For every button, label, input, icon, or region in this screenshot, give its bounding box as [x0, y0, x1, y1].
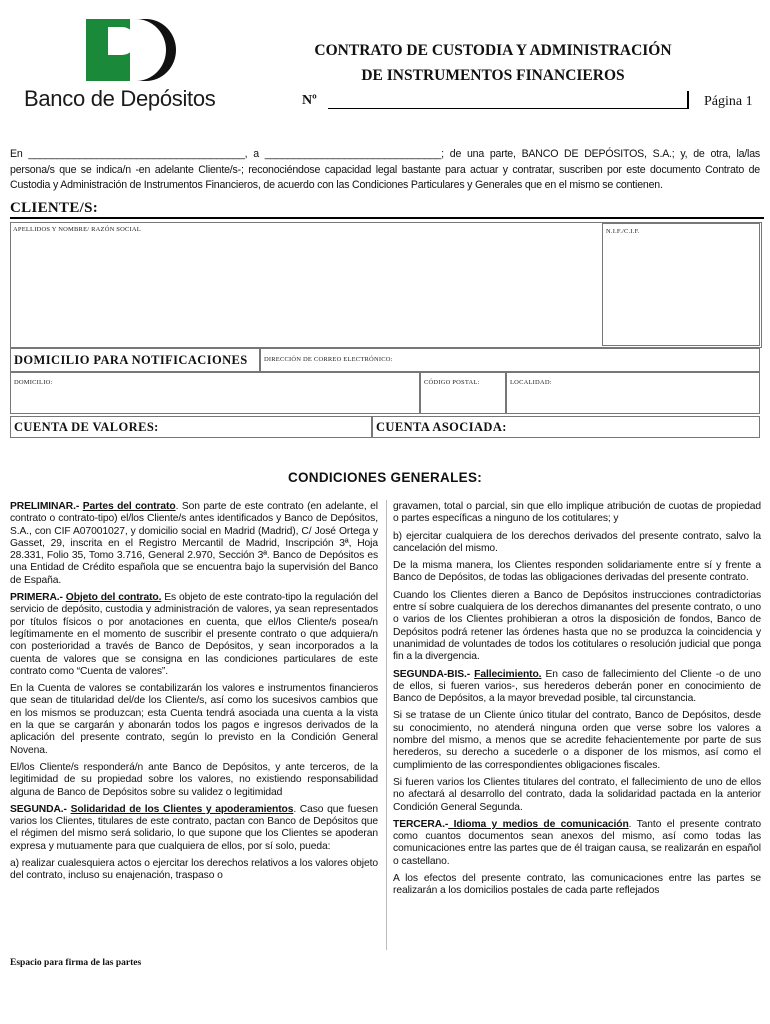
- clause-paragraph: Cuando los Clientes dieren a Banco de Depósitos instrucciones contradictorias entre sí sobre cualquiera de los derechos dimanantes del presente contrato, o uno o varios de los Clientes prohibieran a otros la disposición de fondos, Banco de Depósitos podrá retener las órdenes hasta que no se produzca la coincidencia y unanimidad de voluntades de todos los cotitulares o resolución judicial que ponga fin a la divergencia.: [393, 589, 761, 663]
- clause-paragraph: Si se tratase de un Cliente único titular del contrato, Banco de Depósitos, desde su conocimiento, no atenderá ninguna orden que verse sobre los valores a nombre del mismo, a menos que se acredite fehacientemente por parte de sus herederos, su derecho a sucederle o a disponer de los mismos, así como el cumplimiento de las correspondientes obligaciones fiscales.: [393, 710, 761, 771]
- document-title-line1: CONTRATO DE CUSTODIA Y ADMINISTRACIÓN: [314, 42, 672, 59]
- contract-number-end-mark: [687, 91, 689, 109]
- domicilio-heading-box: [10, 348, 260, 372]
- clause-primera: PRIMERA.- Objeto del contrato. Es objeto de este contrato-tipo la regulación del servicio de depósito, custodia y administración de valores, ya sean representados por títulos físicos o por anotaciones en cuenta, que el/los Cliente/s posea/n legítimamente en el momento de suscribir el presente contrato o que adquiera/n con posterioridad a través de Banco de Depósitos, y sean incorporados a la cuenta de valores que se consigna en las condiciones particulares de este contrato como “Cuenta de valores”.: [10, 592, 378, 677]
- conditions-left-column: [10, 501, 378, 888]
- clause-paragraph: A los efectos del presente contrato, las comunicaciones entre las partes se realizarán a los domicilios postales de cada parte reflejados: [393, 873, 761, 897]
- conditions-right-column: [393, 501, 761, 903]
- page-number: Página 1: [704, 94, 753, 109]
- clause-paragraph: a) realizar cualesquiera actos o ejercitar los derechos relativos a los valores objeto del contrato, incluso su enajenación, traspaso o: [10, 858, 378, 882]
- document-title-line2: DE INSTRUMENTOS FINANCIEROS: [361, 67, 625, 84]
- clause-paragraph: En la Cuenta de valores se contabilizarán los valores e instrumentos financieros que sean de titularidad del/de los Cliente/s, así como los sucesivos cambios que en los mismos se produzcan; esta Cuenta tendrá asociada una cuenta a la vista en la que se cargarán y abonarán todos los pagos e ingresos derivados de la aplicación del presente contrato, según lo previsto en la Condición General Novena.: [10, 683, 378, 756]
- clause-paragraph: El/los Cliente/s responderá/n ante Banco de Depósitos, y ante terceros, de la legitimidad de su propiedad sobre los valores, no existiendo responsabilidad alguna de Banco de Depósitos sobre su validez o legitimidad: [10, 761, 378, 798]
- cuenta-asociada-label: CUENTA ASOCIADA:: [376, 420, 507, 434]
- clause-paragraph: b) ejercitar cualquiera de los derechos derivados del presente contrato, salvo la cancelación del mismo.: [393, 530, 761, 554]
- clause-paragraph: gravamen, total o parcial, sin que ello implique atribución de cuotas de propiedad o partes específicas a ninguno de los cotitulares; y: [393, 501, 761, 525]
- bank-logo-text: Banco de Depósitos: [24, 86, 216, 111]
- nif-field-label: N.I.F./C.I.F.: [606, 228, 640, 235]
- cuenta-valores-field[interactable]: [10, 416, 372, 438]
- domicilio-field[interactable]: [10, 372, 420, 414]
- clientes-heading: CLIENTE/S:: [10, 200, 99, 216]
- contract-number-field[interactable]: [328, 108, 688, 109]
- clause-preliminar: PRELIMINAR.- Partes del contrato. Son parte de este contrato (en adelante, el contrato o contrato-tipo) el/los Cliente/s antes identificados y Banco de Depósitos, S.A., con CIF A07001027, y domicilio social en Madrid (Madrid), C/ José Ortega y Gasset, 29, inscrita en el Registro Mercantil de Madrid, Inscripción 3ª, Hoja 28.331, Folio 35, Tomo 3.716, General 2.970, Sección 3ª. Banco de Depósitos es una Entidad de Crédito española que se encuentra bajo la supervisión del Banco de España.: [10, 501, 378, 586]
- cuenta-valores-label: CUENTA DE VALORES:: [14, 420, 159, 434]
- localidad-field[interactable]: [506, 372, 760, 414]
- clause-paragraph: De la misma manera, los Clientes responden solidariamente entre sí y frente a Banco de Depósitos, de todas las obligaciones derivadas del presente contrato.: [393, 560, 761, 584]
- clause-paragraph: Si fueren varios los Clientes titulares del contrato, el fallecimiento de uno de ellos no afectará al desarrollo del contrato, dada la solidaridad pactada en la anterior Condición General Segunda.: [393, 776, 761, 813]
- nif-field[interactable]: [602, 223, 760, 346]
- cuenta-asociada-field[interactable]: [372, 416, 760, 438]
- clause-tercera: TERCERA.- Idioma y medios de comunicación. Tanto el presente contrato como cuantos documentos sean anexos del mismo, así como todas las comunicaciones entre las partes que de él traigan causa, se realizarán en español o castellano.: [393, 818, 761, 867]
- clause-segunda-bis: SEGUNDA-BIS.- Fallecimiento. En caso de fallecimiento del Cliente -o de uno de ellos, si fueren varios-, sus herederos deberán poner en conocimiento de Banco de Depósitos, a la mayor brevedad posible, tal circunstancia.: [393, 668, 761, 705]
- name-field-label: APELLIDOS Y NOMBRE/ RAZÓN SOCIAL: [13, 226, 141, 233]
- email-field-label: DIRECCIÓN DE CORREO ELECTRÓNICO:: [264, 356, 393, 363]
- localidad-field-label: LOCALIDAD:: [510, 379, 552, 386]
- email-field[interactable]: [260, 348, 760, 372]
- domicilio-field-label: DOMICILIO:: [14, 379, 53, 386]
- clause-segunda: SEGUNDA.- Solidaridad de los Clientes y apoderamientos. Caso que fuesen varios los Clientes, titulares de este contrato, pactan con Banco de Depósitos que el régimen del mismo será solidario, lo que supone que los Clientes se apoderan expresa y mutuamente para que cualquiera de ellos, por sí solo, pueda:: [10, 803, 378, 852]
- bank-logo-mark: [86, 17, 176, 81]
- cp-field[interactable]: [420, 372, 506, 414]
- signature-area-label: Espacio para firma de las partes: [10, 958, 142, 968]
- cp-field-label: CÓDIGO POSTAL:: [424, 379, 480, 386]
- column-divider: [386, 500, 387, 950]
- intro-paragraph: En ______________________________________, a _______________________________; de una parte, BANCO DE DEPÓSITOS, S.A.; y, de otra, la/las persona/s que se indica/n -en adelante Cliente/s-; reconociéndose capacidad legal bastante para actuar y contratar, suscriben por este documento Contrato de Custodia y Administración de Instrumentos Financieros, de acuerdo con las Condiciones Particulares y Generales que en el mismo se contienen.: [10, 148, 760, 191]
- name-field[interactable]: [10, 222, 600, 346]
- contract-number-label: Nº: [302, 93, 317, 108]
- domicilio-heading: DOMICILIO PARA NOTIFICACIONES: [14, 353, 248, 367]
- conditions-title: CONDICIONES GENERALES:: [287, 470, 483, 485]
- clientes-separator: [10, 217, 764, 219]
